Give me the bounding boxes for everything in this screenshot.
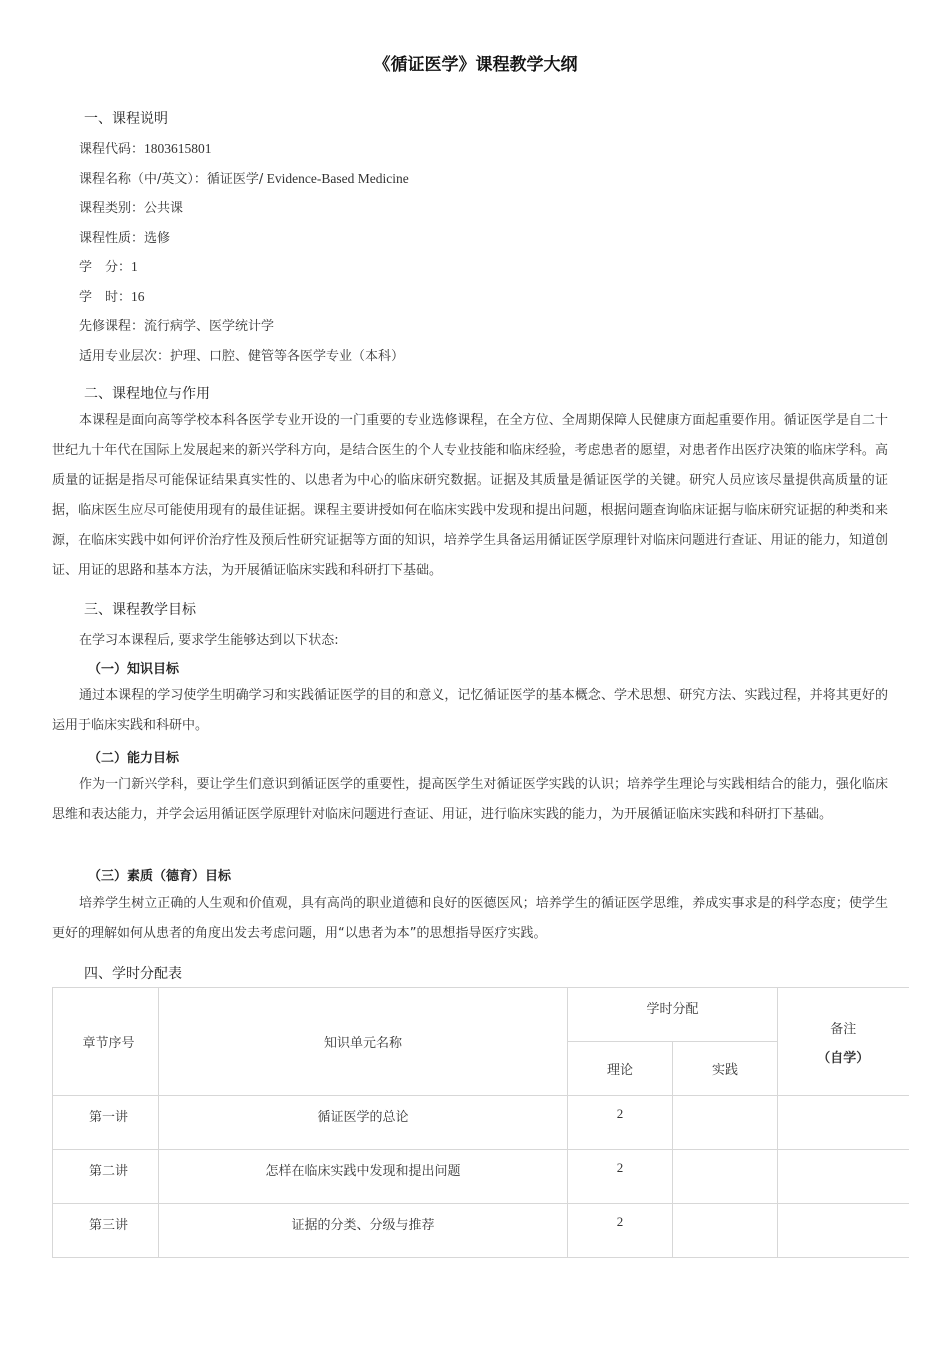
course-code-value: 1803615801 (144, 141, 212, 156)
course-credit-label: 学 分： (79, 260, 132, 275)
header-notes-label: 备注 (830, 1021, 857, 1037)
course-credit (79, 256, 138, 275)
course-nature-label: 课程性质： (79, 231, 145, 246)
section1-heading: 一、课程说明 (84, 111, 168, 127)
quality-goal-heading: （三）素质（德育）目标 (88, 869, 232, 884)
course-majors-label: 适用专业层次： (79, 349, 171, 364)
header-hours: 学时分配 (568, 988, 778, 1042)
course-nature (79, 227, 170, 246)
table-row (53, 1150, 909, 1204)
course-prereq (79, 315, 274, 334)
course-majors-value: 护理、口腔、健管等各医学专业（本科） (170, 349, 405, 364)
knowledge-goal-text: 通过本课程的学习使学生明确学习和实践循证医学的目的和意义，记忆循证医学的基本概念、学术思想、研究方法、实践过程，并将其更好的运用于临床实践和科研中。 (52, 688, 888, 733)
page-title: 《循证医学》课程教学大纲 (373, 55, 578, 75)
row-notes (778, 1150, 909, 1204)
row-seq: 第二讲 (53, 1150, 159, 1204)
course-category-label: 课程类别： (79, 201, 145, 216)
course-hours-label: 学 时： (79, 290, 132, 305)
section3-heading: 三、课程教学目标 (84, 602, 196, 618)
course-hours (79, 286, 145, 305)
row-practice (673, 1204, 778, 1258)
table-row (53, 1096, 909, 1150)
table-header-row (53, 988, 909, 1042)
row-theory: 2 (568, 1150, 673, 1204)
header-notes (778, 988, 909, 1096)
row-seq: 第三讲 (53, 1204, 159, 1258)
row-theory: 2 (568, 1096, 673, 1150)
row-unit: 怎样在临床实践中发现和提出问题 (159, 1150, 568, 1204)
header-practice: 实践 (673, 1042, 778, 1096)
course-name-en: Evidence-Based Medicine (263, 171, 409, 186)
course-credit-value: 1 (131, 259, 138, 274)
course-category (79, 197, 183, 216)
course-nature-value: 选修 (144, 231, 171, 246)
knowledge-goal-heading: （一）知识目标 (88, 662, 180, 677)
course-code-label: 课程代码： (79, 142, 145, 157)
course-name-cn: 循证医学/ (206, 172, 264, 187)
row-notes (778, 1204, 909, 1258)
section2-paragraph: 本课程是面向高等学校本科各医学专业开设的一门重要的专业选修课程，在全方位、全周期保障人民健康方面起重要作用。循证医学是自二十世纪九十年代在国际上发展起来的新兴学科方向，是结合医生的个人专业技能和临床经验，考虑患者的愿望，对患者作出医疗决策的临床学科。高质量的证据是指尽可能保证结果真实性的、以患者为中心的临床研究数据。证据及其质量是循证医学的关键。研究人员应该尽量提供高质量的证据，临床医生应尽可能使用现有的最佳证据。课程主要讲授如何在临床实践中发现和提出问题，根据问题查询临床证据与临床研究证据的种类和来源，在临床实践中如何评价治疗性及预后性研究证据等方面的知识，培养学生具备运用循证医学原理针对临床问题进行查证、用证的能力，知道创证、用证的思路和基本方法，为开展循证临床实践和科研打下基础。 (52, 413, 888, 578)
ability-goal-heading: （二）能力目标 (88, 751, 180, 766)
header-unit: 知识单元名称 (159, 988, 568, 1096)
row-seq: 第一讲 (53, 1096, 159, 1150)
row-practice (673, 1150, 778, 1204)
quality-goal-text: 培养学生树立正确的人生观和价值观，具有高尚的职业道德和良好的医德医风；培养学生的循证医学思维，养成实事求是的科学态度；使学生更好的理解如何从患者的角度出发去考虑问题，用“以患者为本”的思想指导医疗实践。 (52, 896, 888, 941)
course-name (79, 168, 409, 187)
course-hours-value: 16 (131, 289, 145, 304)
row-unit: 循证医学的总论 (159, 1096, 568, 1150)
section3-intro: 在学习本课程后, 要求学生能够达到以下状态: (79, 633, 339, 648)
section2-heading: 二、课程地位与作用 (84, 386, 210, 402)
ability-goal-text: 作为一门新兴学科，要让学生们意识到循证医学的重要性，提高医学生对循证医学实践的认识；培养学生理论与实践相结合的能力，强化临床思维和表达能力，并学会运用循证医学原理针对临床问题进行查证、用证，进行临床实践的能力，为开展循证临床实践和科研打下基础。 (52, 777, 888, 822)
course-majors (79, 345, 404, 364)
row-notes (778, 1096, 909, 1150)
course-name-label: 课程名称（中/英文）： (79, 172, 207, 187)
section4-heading: 四、学时分配表 (84, 966, 182, 982)
header-seq: 章节序号 (53, 988, 159, 1096)
row-theory: 2 (568, 1204, 673, 1258)
course-code (79, 138, 212, 157)
hours-allocation-table (52, 987, 909, 1258)
header-theory: 理论 (568, 1042, 673, 1096)
row-practice (673, 1096, 778, 1150)
course-prereq-label: 先修课程： (79, 319, 145, 334)
header-notes-sub: （自学） (817, 1050, 870, 1066)
course-prereq-value: 流行病学、医学统计学 (144, 319, 275, 334)
row-unit: 证据的分类、分级与推荐 (159, 1204, 568, 1258)
course-category-value: 公共课 (144, 201, 184, 216)
table-row (53, 1204, 909, 1258)
